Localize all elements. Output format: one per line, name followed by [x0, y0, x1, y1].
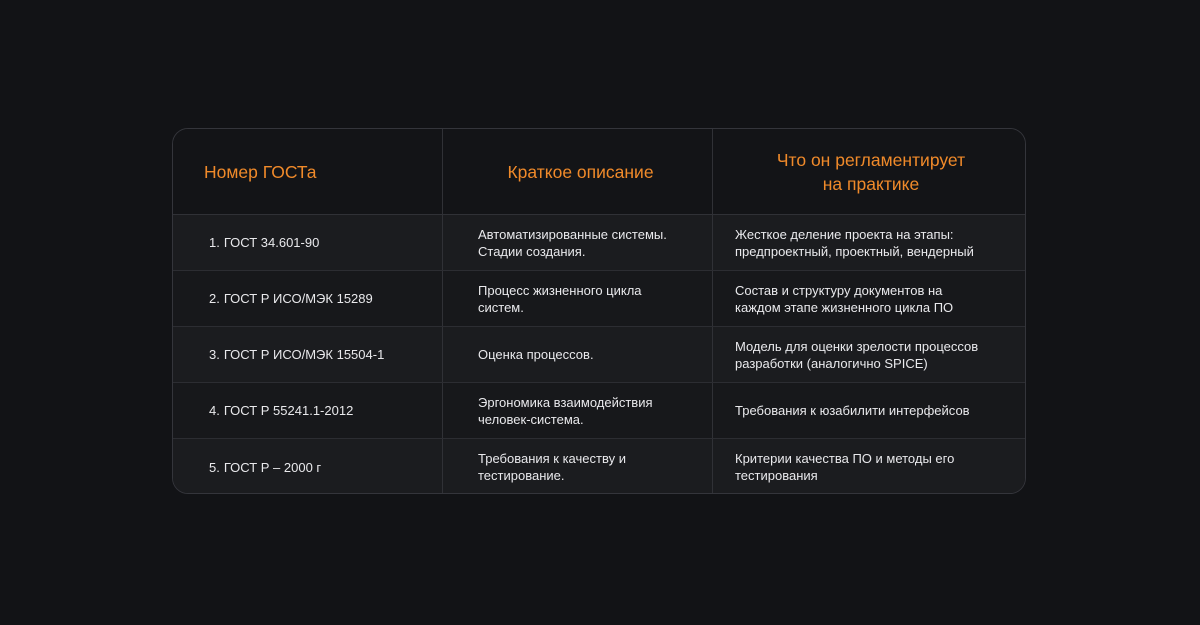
header-gost-number: Номер ГОСТа — [173, 129, 443, 214]
gost-number-cell — [173, 439, 443, 494]
practice-cell: Критерии качества ПО и методы его тестирования — [735, 451, 955, 483]
practice-cell: Требования к юзабилити интерфейсов — [735, 403, 970, 418]
gost-table — [172, 128, 1026, 494]
gost-code: ГОСТ Р 55241.1-2012 — [223, 403, 354, 418]
practice-cell: Жесткое деление проекта на этапы: предпроектный, проектный, вендерный — [735, 226, 974, 259]
table-row — [173, 271, 1025, 327]
gost-number-cell — [173, 271, 443, 326]
description-cell: Требования к качеству и тестирование. — [443, 439, 713, 494]
table-header-row — [173, 129, 1025, 215]
row-index: 1. — [209, 235, 220, 250]
table-row — [173, 383, 1025, 439]
description-cell: Процесс жизненного цикла систем. — [443, 271, 713, 326]
gost-number-cell — [173, 383, 443, 438]
gost-code: ГОСТ Р – 2000 г — [223, 459, 322, 475]
gost-number-cell — [173, 327, 443, 382]
gost-code: ГОСТ Р ИСО/МЭК 15289 — [223, 291, 373, 306]
gost-number-cell — [173, 215, 443, 270]
table-row — [173, 439, 1025, 494]
row-index: 2. — [209, 291, 220, 306]
practice-cell: Модель для оценки зрелости процессов разработки (аналогично SPICE) — [735, 338, 979, 371]
header-practice: Что он регламентирует на практике — [776, 149, 966, 194]
row-index: 5. — [209, 459, 220, 475]
description-cell: Автоматизированные системы. Стадии создания. — [443, 215, 713, 270]
row-index: 4. — [209, 403, 220, 418]
gost-code: ГОСТ Р ИСО/МЭК 15504-1 — [223, 347, 385, 362]
description-cell: Оценка процессов. — [443, 327, 713, 382]
table-row — [173, 215, 1025, 271]
description-cell: Эргономика взаимодействия человек-система. — [443, 383, 713, 438]
gost-code: ГОСТ 34.601-90 — [223, 235, 320, 250]
table-row — [173, 327, 1025, 383]
header-short-description: Краткое описание — [443, 129, 713, 214]
practice-cell: Состав и структуру документов на каждом этапе жизненного цикла ПО — [735, 282, 954, 315]
row-index: 3. — [209, 347, 220, 362]
